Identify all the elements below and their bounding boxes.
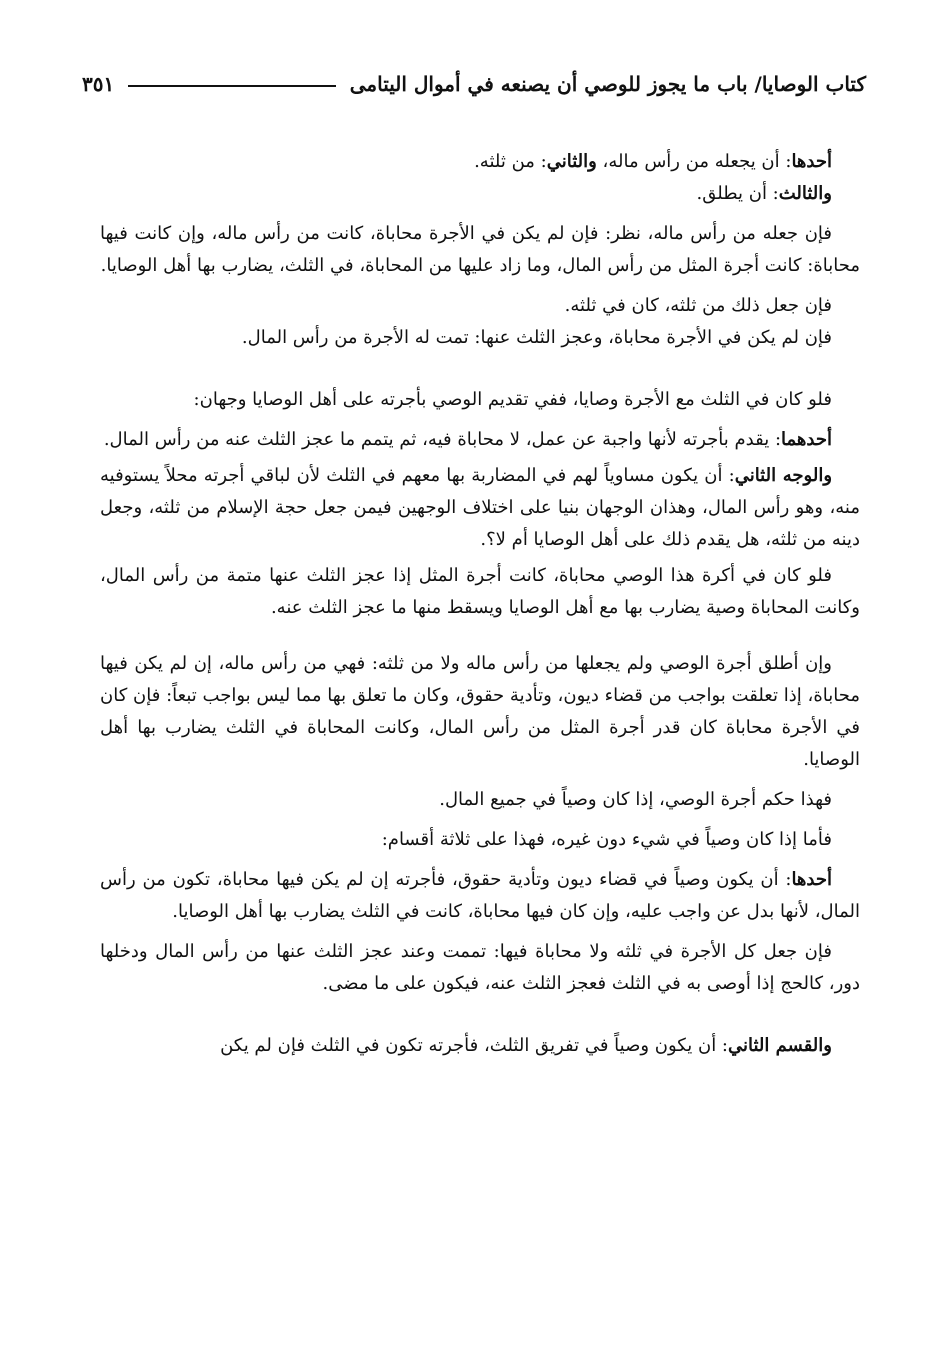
paragraph-lead-term: والثالث [778, 183, 832, 204]
paragraph [100, 864, 860, 928]
paragraph-text: فإن جعل كل الأجرة في ثلثه ولا محاباة فيها: تممت وعند عجز الثلث عنها من رأس المال ودخلها دور، كالحج إذا أوصى به في الثلث فعجز الثلث عنه، فيكون على ما مضى. [100, 941, 860, 994]
paragraph-text: فلو كان في الثلث مع الأجرة وصايا، ففي تقديم الوصي بأجرته على أهل الوصايا وجهان: [193, 389, 832, 410]
paragraph-text: فإن لم يكن في الأجرة محاباة، وعجز الثلث عنها: تمت له الأجرة من رأس المال. [241, 327, 832, 348]
paragraph-text: فإن جعله من رأس ماله، نظر: فإن لم يكن في الأجرة محاباة، كانت من رأس ماله، وإن كانت فيها محاباة: كانت أجرة المثل من رأس المال، وما زاد عليها من المحاباة، في الثلث، يضارب بها أهل الوصايا. [100, 223, 860, 276]
paragraph [100, 424, 860, 456]
header-title: كتاب الوصايا/ باب ما يجوز للوصي أن يصنعه في أموال اليتامى [349, 72, 866, 96]
paragraph [100, 178, 860, 210]
paragraph [100, 290, 860, 322]
paragraph-text: فهذا حكم أجرة الوصي، إذا كان وصياً في جميع المال. [439, 789, 832, 810]
running-header [82, 62, 866, 106]
paragraph [100, 784, 860, 816]
paragraph-text: : أن يكون وصياً في قضاء ديون وتأدية حقوق، فأجرته إن لم يكن فيها محاباة، تكون من رأس المال، لأنها بدل عن واجب عليه، وإن كان فيها محاباة، كانت في الثلث يضارب بها أهل الوصايا. [100, 869, 860, 922]
paragraph [100, 460, 860, 556]
paragraph-lead-term: والقسم الثاني [727, 1035, 832, 1056]
page-number: ٣٥١ [82, 72, 115, 96]
paragraph-text: : من ثلثه. [474, 151, 547, 172]
body-text [100, 146, 860, 1062]
paragraph-lead-term: أحدهما [781, 429, 832, 450]
paragraph [100, 218, 860, 282]
paragraph-text: فأما إذا كان وصياً في شيء دون غيره، فهذا على ثلاثة أقسام: [381, 829, 832, 850]
paragraph [100, 322, 860, 354]
paragraph-lead-term: والثاني [546, 151, 597, 172]
paragraph-text: : أن يكون وصياً في تفريق الثلث، فأجرته تكون في الثلث فإن لم يكن [220, 1035, 728, 1056]
paragraph-text: : أن يكون مساوياً لهم في المضاربة بها معهم في الثلث لأن لباقي أجرته محلاً يستوفيه منه، وهو رأس المال، وهذان الوجهان بنيا على اختلاف الوجهين فيمن جعل حجة الإسلام من ثلثه، وجعل دينه من ثلثه، هل يقدم ذلك على أهل الوصايا أم لا؟. [100, 465, 860, 550]
paragraph-lead-term: والوجه الثاني [734, 465, 833, 486]
paragraph [100, 824, 860, 856]
paragraph-lead-term: أحدها [791, 151, 832, 172]
paragraph-text: : يقدم بأجرته لأنها واجبة عن عمل، لا محاباة فيه، ثم يتمم ما عجز الثلث عنه من رأس المال. [103, 429, 782, 450]
paragraph [100, 1030, 860, 1062]
paragraph-text: : أن يجعله من رأس ماله، [596, 151, 792, 172]
paragraph-text: : أن يطلق. [696, 183, 779, 204]
paragraph [100, 648, 860, 776]
paragraph [100, 384, 860, 416]
paragraph [100, 560, 860, 624]
paragraph-text: فلو كان في أكرة هذا الوصي محاباة، كانت أجرة المثل إذا عجز الثلث عنها متمة من رأس المال، وكانت المحاباة وصية يضارب بها مع أهل الوصايا ويسقط منها ما عجز الثلث عنه. [100, 565, 860, 618]
paragraph [100, 936, 860, 1000]
paragraph-lead-term: أحدها [791, 869, 832, 890]
paragraph-text: وإن أطلق أجرة الوصي ولم يجعلها من رأس ماله ولا من ثلثه: فهي من رأس ماله، إن لم يكن فيها محاباة، إذا تعلقت بواجب من قضاء ديون، وتأدية حقوق، وكان ما تعلق بها مما ليس بواجب تبعاً: فإن كان في الأجرة محاباة كان قدر أجرة المثل من رأس المال، وكانت المحاباة في الثلث يضارب بها أهل الوصايا. [100, 653, 860, 770]
header-rule [128, 85, 335, 87]
paragraph [100, 146, 860, 178]
paragraph-text: فإن جعل ذلك من ثلثه، كان في ثلثه. [564, 295, 832, 316]
